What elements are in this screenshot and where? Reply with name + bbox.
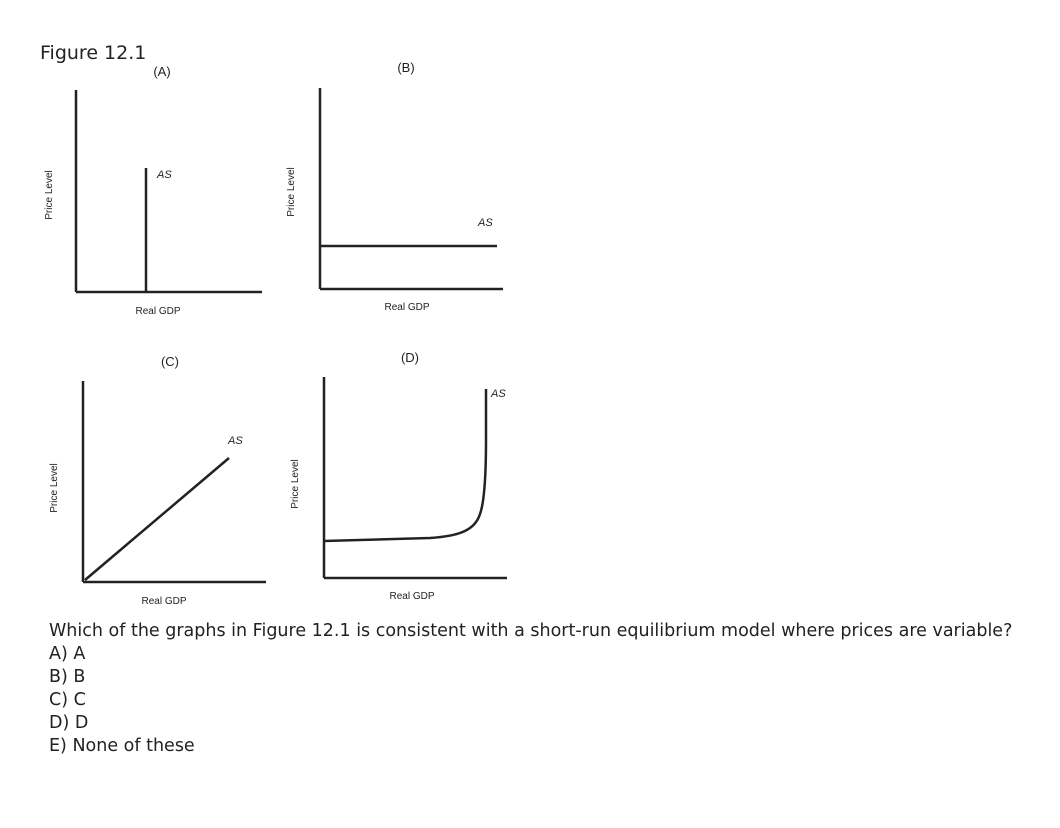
question-block — [49, 620, 1029, 758]
panel-b-as-label: AS — [478, 217, 493, 229]
panel-b-ylabel: Price Level — [286, 167, 297, 217]
panel-b-label: (B) — [397, 60, 415, 75]
panel-d — [290, 350, 507, 602]
panel-c-label: (C) — [160, 354, 180, 369]
panel-d-as-curve — [324, 389, 486, 541]
panel-d-ylabel: Price Level — [290, 459, 301, 509]
panel-a-xlabel: Real GDP — [135, 306, 181, 317]
panel-c — [49, 354, 266, 607]
panel-a-as-label: AS — [157, 169, 172, 181]
panel-c-xlabel: Real GDP — [141, 596, 187, 607]
answer-option-d[interactable]: D) D — [49, 713, 89, 733]
panel-a-ylabel: Price Level — [44, 170, 55, 220]
panel-d-xlabel: Real GDP — [389, 591, 435, 602]
question-text: Which of the graphs in Figure 12.1 is consistent with a short-run equilibrium model where prices are variable? — [49, 621, 1013, 641]
panel-a-label: (A) — [153, 64, 171, 79]
answer-option-a[interactable]: A) A — [49, 644, 86, 664]
panel-a — [44, 64, 262, 317]
panel-c-ylabel: Price Level — [49, 463, 60, 513]
answer-option-b[interactable]: B) B — [49, 667, 86, 687]
panel-d-as-label: AS — [491, 388, 506, 400]
figure-title: Figure 12.1 — [40, 42, 147, 64]
panel-b-xlabel: Real GDP — [384, 302, 430, 313]
panel-b — [286, 60, 503, 313]
answer-option-e[interactable]: E) None of these — [49, 736, 195, 756]
panel-d-label: (D) — [400, 350, 420, 365]
answer-option-c[interactable]: C) C — [49, 690, 86, 710]
panel-c-as-curve — [85, 458, 229, 580]
panel-c-as-label: AS — [228, 435, 243, 447]
